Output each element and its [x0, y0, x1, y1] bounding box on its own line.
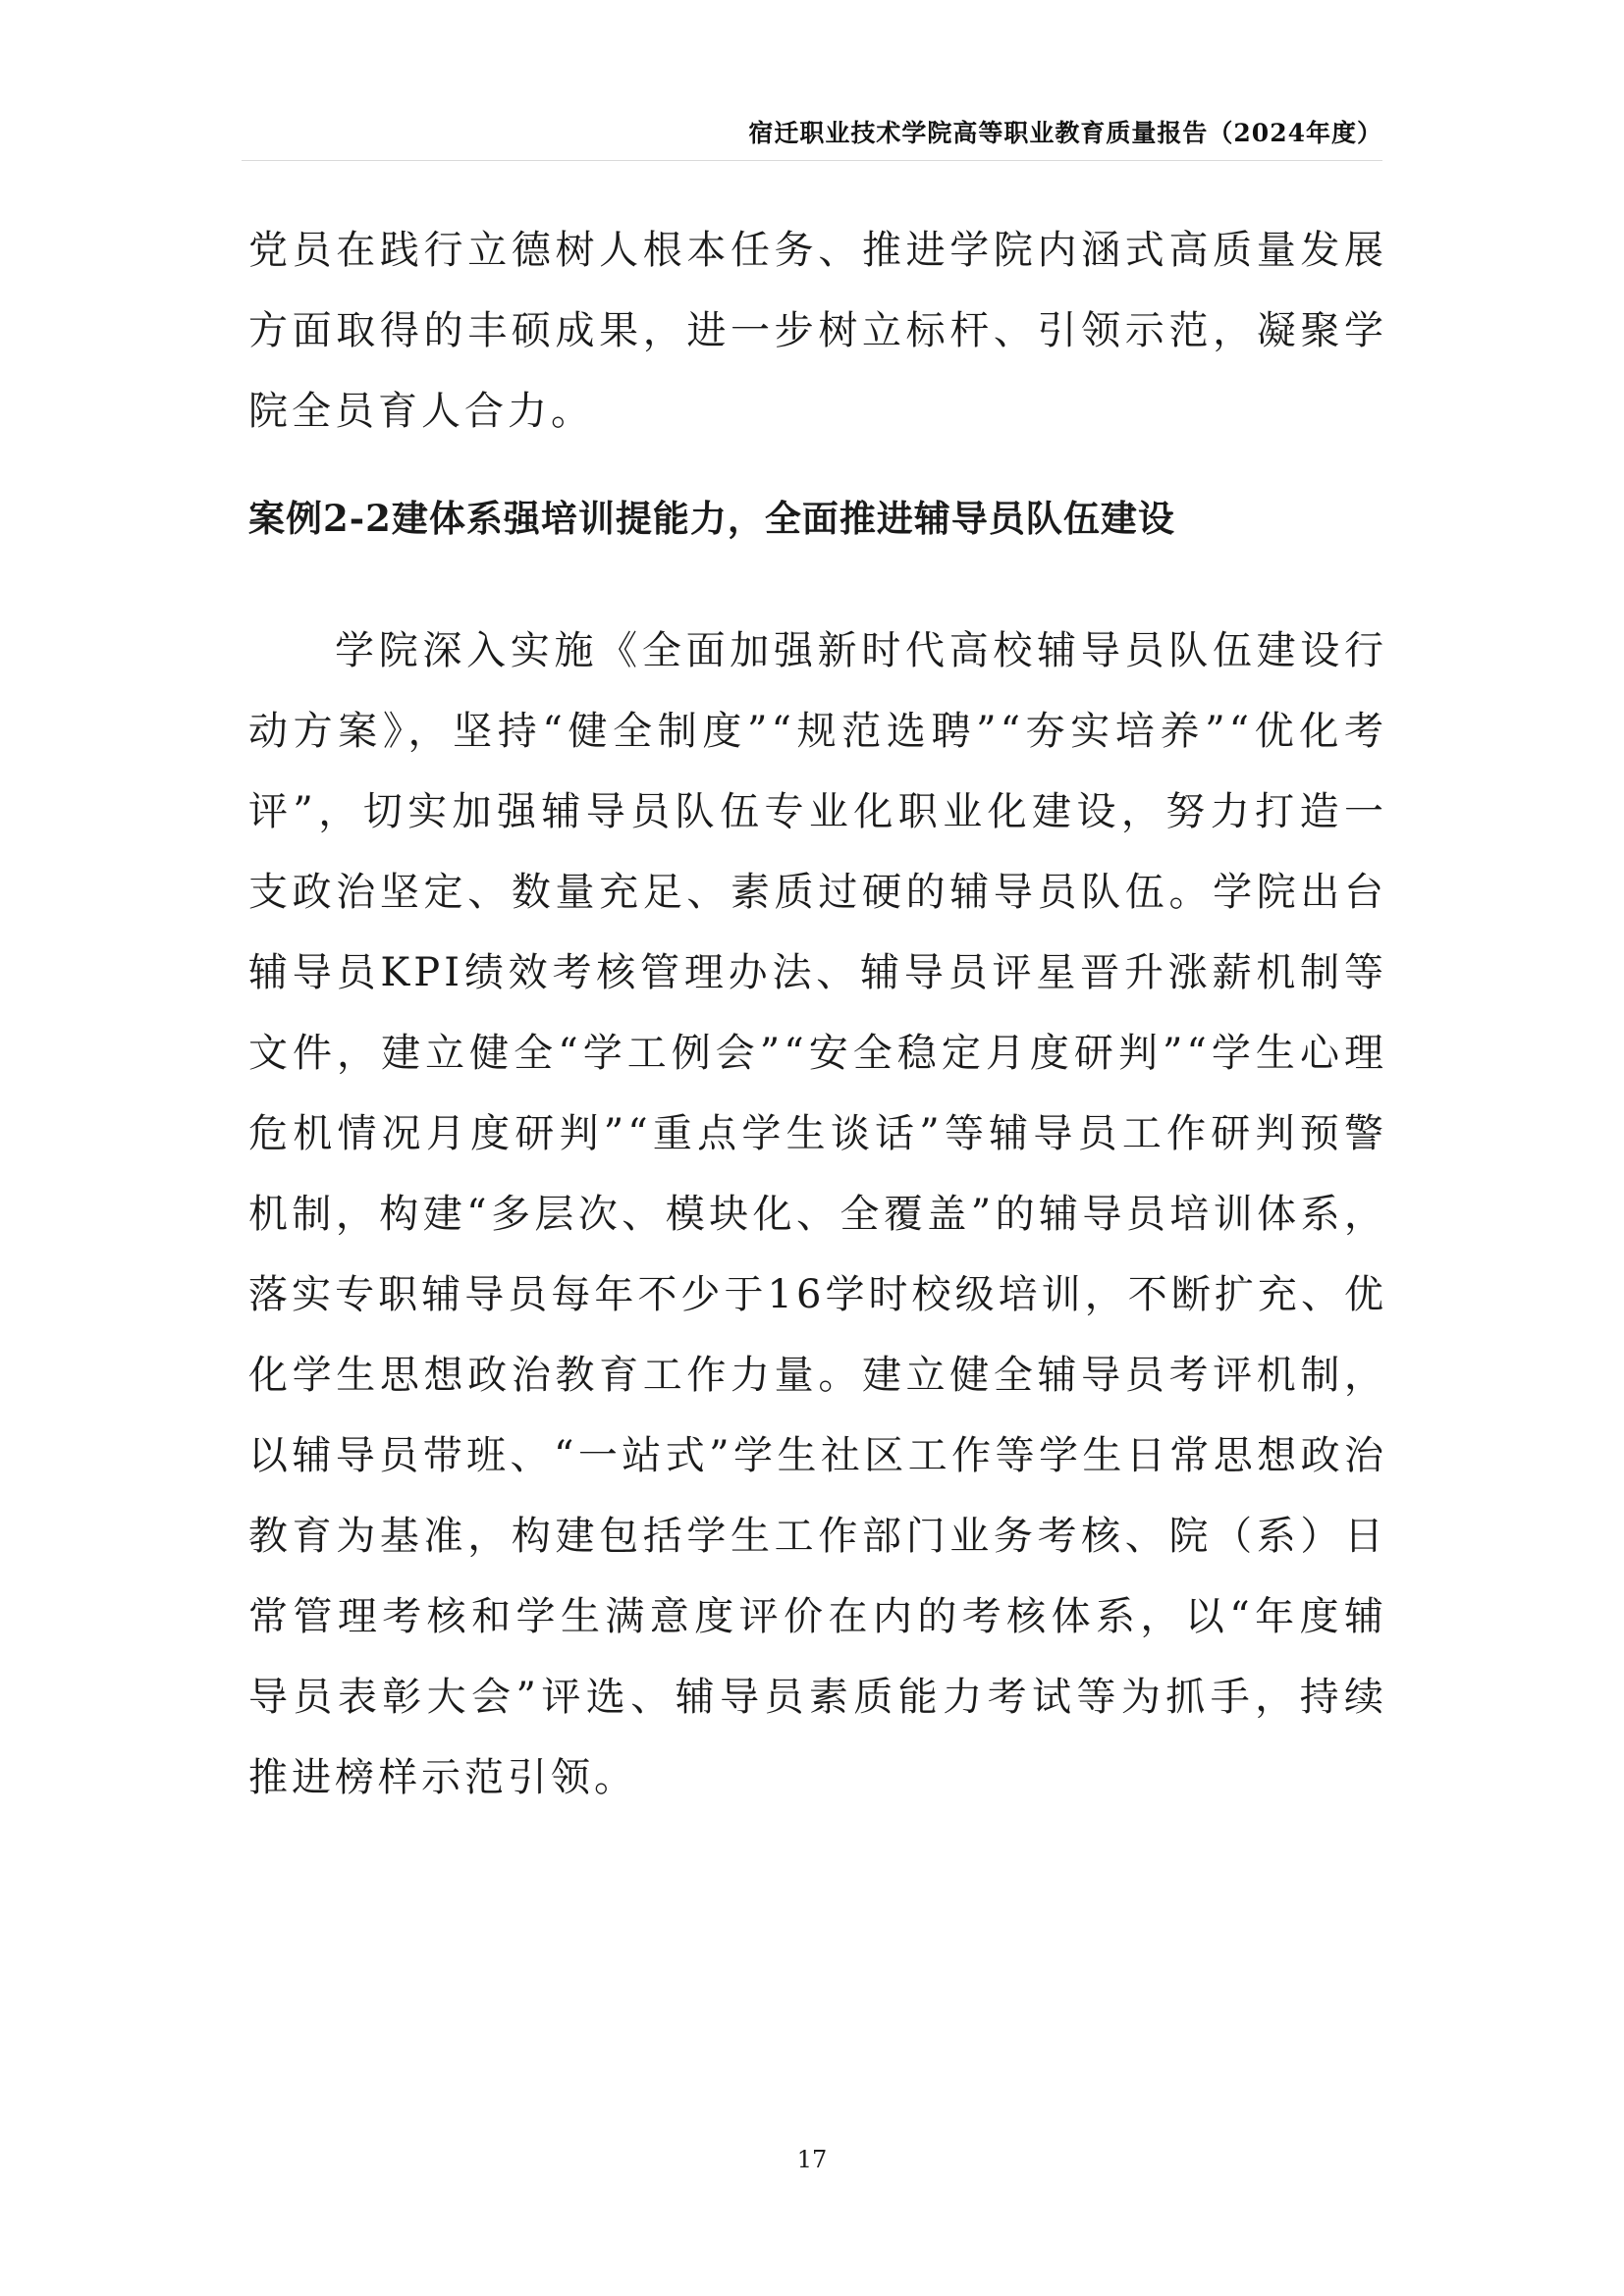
- paragraph-case-body: 学院深入实施《全面加强新时代高校辅导员队伍建设行动方案》，坚持“健全制度”“规范选聘”“夯实培养”“优化考评”，切实加强辅导员队伍专业化职业化建设，努力打造一支政治坚定、数量充足、素质过硬的辅导员队伍。学院出台辅导员KPI绩效考核管理办法、辅导员评星晋升涨薪机制等文件，建立健全“学工例会”“安全稳定月度研判”“学生心理危机情况月度研判”“重点学生谈话”等辅导员工作研判预警机制，构建“多层次、模块化、全覆盖”的辅导员培训体系，落实专职辅导员每年不少于16学时校级培训，不断扩充、优化学生思想政治教育工作力量。建立健全辅导员考评机制，以辅导员带班、“一站式”学生社区工作等学生日常思想政治教育为基准，构建包括学生工作部门业务考核、院（系）日常管理考核和学生满意度评价在内的考核体系，以“年度辅导员表彰大会”评选、辅导员素质能力考试等为抓手，持续推进榜样示范引领。: [248, 628, 1387, 1800]
- paragraph-continuation: 党员在践行立德树人根本任务、推进学院内涵式高质量发展方面取得的丰硕成果，进一步树立标杆、引领示范，凝聚学院全员育人合力。: [248, 228, 1387, 434]
- header-divider: [242, 160, 1382, 161]
- page-number: 17: [796, 2146, 828, 2173]
- running-header: 宿迁职业技术学院高等职业教育质量报告（2024年度）: [748, 119, 1382, 147]
- case-title: 案例2-2建体系强培训提能力，全面推进辅导员队伍建设: [248, 497, 1175, 540]
